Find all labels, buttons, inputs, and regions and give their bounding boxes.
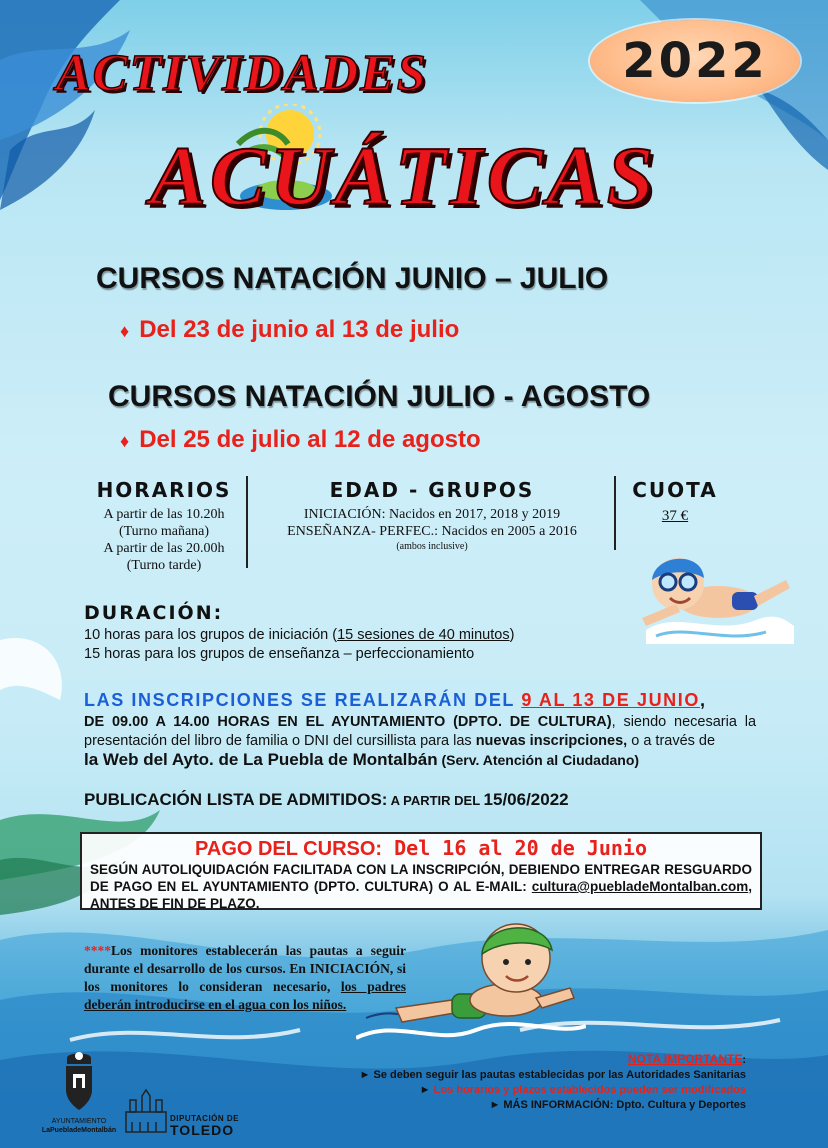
inscriptions-heading — [84, 690, 707, 711]
inscriptions-web: la Web del Ayto. de La Puebla de Montalbán — [84, 750, 438, 769]
edad-note: (ambos inclusive) — [396, 541, 468, 552]
nota-line-2-text: Los horarios y plazos establecidos pueden ser modificados — [433, 1084, 746, 1096]
monitor-note-underlined: los padres deberán introducirse en el agua con los niños. — [84, 979, 406, 1012]
inscriptions-web-note: (Serv. Atención al Ciudadano) — [437, 752, 640, 768]
publication-label: PUBLICACIÓN LISTA DE ADMITIDOS: — [84, 790, 388, 809]
swimmer-boy-illustration — [636, 540, 796, 650]
nota-line-2 — [330, 1083, 746, 1098]
nota-heading-colon: : — [742, 1054, 746, 1066]
diputacion-label: DIPUTACIÓN DE — [170, 1114, 240, 1123]
duration-line-1-end: ) — [509, 627, 515, 643]
payment-body-text: SEGÚN AUTOLIQUIDACIÓN FACILITADA CON LA INSCRIPCIÓN, DEBIENDO ENTREGAR RESGUARDO DE PAGO EN EL AYUNTAMIENTO (DPTO. CULTURA) O AL E-MAIL: — [90, 862, 752, 894]
cuota-column — [620, 478, 730, 525]
year-text: 2022 — [622, 33, 768, 89]
edad-line: INICIACIÓN: Nacidos en 2017, 2018 y 2019 — [303, 507, 561, 522]
ayuntamiento-label: AYUNTAMIENTO — [51, 1118, 107, 1125]
payment-title — [90, 836, 752, 861]
course-2-dates-text: Del 25 de julio al 12 de agosto — [139, 426, 481, 453]
diamond-bullet-icon: ♦ — [120, 321, 130, 341]
duration-heading: DURACIÓN: — [84, 602, 224, 624]
diamond-bullet-icon: ♦ — [120, 431, 130, 451]
inscriptions-dates: 9 AL 13 DE JUNIO — [521, 690, 700, 710]
course-2-title: CURSOS NATACIÓN JULIO - AGOSTO — [108, 380, 651, 413]
alcazar-icon — [122, 1086, 170, 1134]
year-badge — [590, 20, 800, 102]
payment-dates: Del 16 al 20 de Junio — [382, 836, 647, 860]
column-divider — [246, 476, 248, 568]
payment-body-end: , ANTES DE FIN DE PLAZO. — [90, 879, 752, 911]
title-line-2: ACUÁTICAS — [150, 130, 658, 223]
horarios-column — [82, 478, 246, 574]
payment-email-link[interactable]: cultura@puebladeМontalban.com — [531, 879, 749, 894]
column-divider — [614, 476, 616, 550]
cuota-heading: CUOTA — [632, 478, 718, 502]
edad-line: ENSEÑANZA- PERFEC.: Nacidos en 2005 a 2016 — [287, 524, 577, 539]
duration-sessions: 15 sesiones de 40 minutos — [337, 627, 510, 643]
ayuntamiento-logo — [40, 1050, 118, 1135]
inscriptions-heading-end: , — [699, 690, 707, 710]
inscriptions-hours: DE 09.00 A 14.00 HORAS EN EL AYUNTAMIENTO (DPTO. DE CULTURA) — [84, 714, 612, 730]
cuota-value: 37 € — [661, 508, 689, 524]
duration-line-1-text: 10 horas para los grupos de iniciación ( — [84, 627, 338, 643]
horarios-heading: HORARIOS — [96, 478, 232, 502]
inscriptions-text-3: o a través de — [627, 733, 716, 749]
inscriptions-new: nuevas inscripciones, — [475, 733, 628, 749]
horarios-line: A partir de las 20.00h — [103, 541, 225, 556]
course-1-dates — [120, 316, 459, 344]
inscriptions-body — [84, 713, 756, 751]
publication-line — [84, 790, 569, 810]
publication-from: A PARTIR DEL — [387, 793, 484, 808]
nota-line-3: ► MÁS INFORMACIÓN: Dpto. Cultura y Deportes — [489, 1099, 746, 1111]
course-2-dates — [120, 426, 481, 454]
diputacion-name: TOLEDO — [170, 1122, 235, 1138]
nota-importante — [330, 1052, 746, 1113]
monitor-note-text: Los monitores establecerán las pautas a seguir durante el desarrollo de los cursos. En INICIACIÓN, si los monitores lo consideran necesario, — [84, 943, 406, 994]
horarios-line: (Turno mañana) — [118, 524, 210, 539]
swimmer-kid-illustration — [356, 918, 586, 1058]
coat-of-arms-icon — [62, 1050, 96, 1112]
inscriptions-web-line — [84, 750, 639, 770]
nota-heading: NOTA IMPORTANTE — [627, 1052, 743, 1066]
payment-body — [90, 861, 752, 912]
inscriptions-text-2: presentación del libro de familia o DNI del cursillista para las — [84, 733, 476, 749]
course-1-title: CURSOS NATACIÓN JUNIO – JULIO — [96, 262, 609, 295]
inscriptions-heading-text: LAS INSCRIPCIONES SE REALIZARÁN DEL — [84, 690, 522, 710]
ayuntamiento-name: LaPuebladeMontalbán — [41, 1127, 117, 1134]
monitor-note-stars: **** — [84, 943, 111, 958]
course-1-dates-text: Del 23 de junio al 13 de julio — [139, 316, 460, 343]
nota-line-1: ► Se deben seguir las pautas establecidas por las Autoridades Sanitarias — [359, 1069, 746, 1081]
duration-line-1 — [84, 626, 514, 645]
inscriptions-text-1: , siendo necesaria la — [611, 714, 757, 730]
publication-date: 15/06/2022 — [483, 790, 569, 809]
horarios-line: A partir de las 10.20h — [103, 507, 225, 522]
title-line-1: ACTIVIDADES — [56, 45, 428, 102]
edad-heading: EDAD - GRUPOS — [329, 478, 535, 502]
duration-line-2: 15 horas para los grupos de enseñanza – perfeccionamiento — [84, 646, 475, 662]
payment-title-text: PAGO DEL CURSO: — [195, 838, 383, 860]
nota-heading-line — [330, 1052, 746, 1068]
edad-column — [250, 478, 614, 554]
payment-box — [80, 832, 762, 910]
nota-line-2-arrow: ► — [419, 1084, 434, 1096]
horarios-line: (Turno tarde) — [126, 558, 202, 573]
